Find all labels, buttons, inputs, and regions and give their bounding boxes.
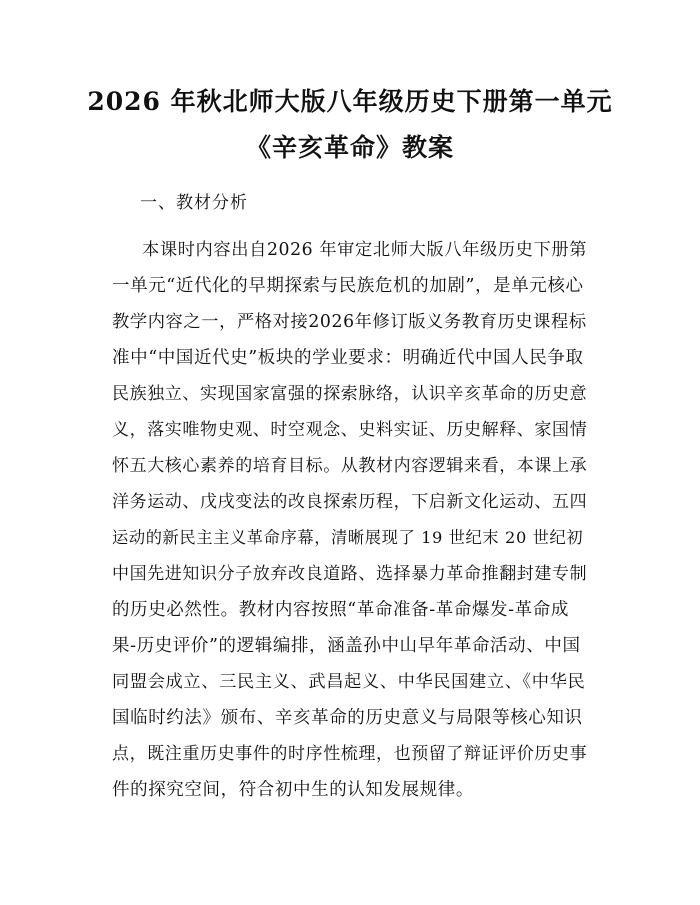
paragraph-line: 点，既注重历史事件的时序性梳理，也预留了辩证评价历史事 [112,744,588,764]
paragraph-line: 运动的新民主主义革命序幕，清晰展现了 19 世纪末 20 世纪初 [112,528,584,547]
paragraph-line: 同盟会成立、三民主义、武昌起义、中华民国建立、《中华民 [112,672,586,692]
document-title-line-2: 《辛亥革命》教案 [245,133,454,162]
paragraph-line: 一单元“近代化的早期探索与民族危机的加剧”，是单元核心 [112,276,584,296]
paragraph-line: 中国先进知识分子放弃改良道路、选择暴力革命推翻封建专制 [112,564,588,584]
paragraph-line: 准中“中国近代史”板块的学业要求：明确近代中国人民争取 [112,348,584,368]
paragraph-line: 本课时内容出自2026 年审定北师大版八年级历史下册第 [142,240,588,260]
paragraph-line: 教学内容之一，严格对接2026年修订版义务教育历史课程标 [112,312,587,332]
paragraph-line: 民族独立、实现国家富强的探索脉络，认识辛亥革命的历史意 [112,384,588,404]
section-heading: 一、教材分析 [140,193,248,213]
paragraph-line: 件的探究空间，符合初中生的认知发展规律。 [112,780,474,800]
paragraph-line: 义，落实唯物史观、时空观念、史料实证、历史解释、家国情 [112,420,588,440]
paragraph-line: 国临时约法》颁布、辛亥革命的历史意义与局限等核心知识 [112,708,583,728]
paragraph-line: 果-历史评价”的逻辑编排，涵盖孙中山早年革命活动、中国 [112,636,581,656]
paragraph-line: 的历史必然性。教材内容按照“革命准备-革命爆发-革命成 [112,600,569,620]
document-title-line-1: 2026 年秋北师大版八年级历史下册第一单元 [87,87,613,116]
paragraph-line: 洋务运动、戊戌变法的改良探索历程，下启新文化运动、五四 [112,492,588,512]
paragraph-line: 怀五大核心素养的培育目标。从教材内容逻辑来看，本课上承 [112,456,588,476]
